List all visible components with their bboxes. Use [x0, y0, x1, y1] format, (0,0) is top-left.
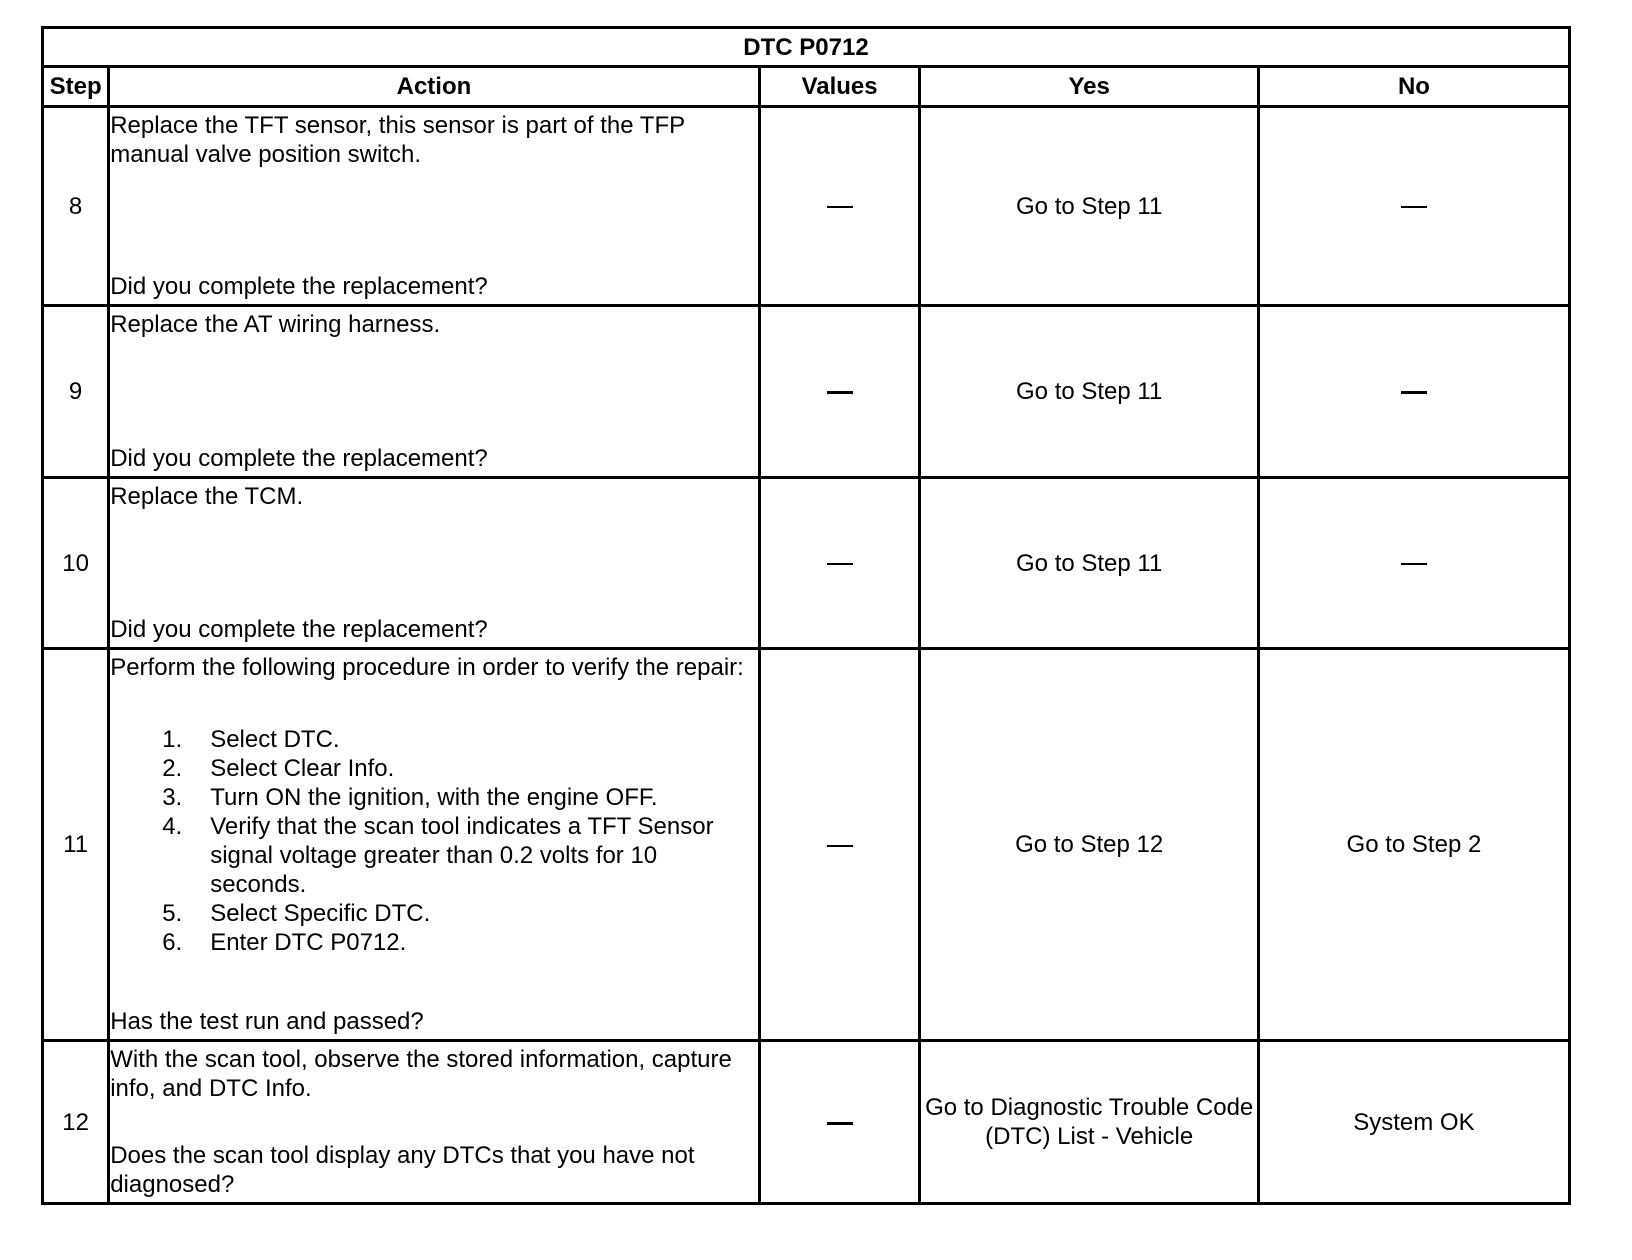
header-yes: Yes [920, 67, 1258, 107]
action-text: Replace the TFT sensor, this sensor is part of the TFP manual valve position switch. [110, 112, 685, 168]
action-question: Did you complete the replacement? [110, 445, 488, 472]
title-row [43, 28, 1570, 67]
table-title: DTC P0712 [43, 28, 1570, 67]
step-number: 9 [43, 306, 109, 478]
dash-icon [827, 391, 853, 394]
header-step: Step [43, 67, 109, 107]
procedure-item: 5. Select Specific DTC. [162, 900, 431, 927]
no-cell: System OK [1258, 1041, 1569, 1204]
action-text: Perform the following procedure in order to verify the repair: [110, 654, 744, 681]
header-values: Values [759, 67, 920, 107]
no-cell [1258, 306, 1569, 478]
header-action: Action [109, 67, 760, 107]
values-cell [759, 1041, 920, 1204]
step-number: 10 [43, 478, 109, 649]
action-text: With the scan tool, observe the stored information, capture info, and DTC Info. [110, 1046, 732, 1102]
yes-cell: Go to Step 11 [920, 107, 1258, 306]
no-cell: Go to Step 2 [1258, 649, 1569, 1041]
procedure-item: 2. Select Clear Info. [162, 755, 395, 782]
dash-icon [827, 563, 853, 565]
header-no: No [1258, 67, 1569, 107]
table-row [43, 478, 1570, 649]
yes-cell: Go to Step 11 [920, 478, 1258, 649]
procedure-item: 6. Enter DTC P0712. [162, 929, 407, 956]
no-cell [1258, 107, 1569, 306]
values-cell [759, 649, 920, 1041]
action-question: Has the test run and passed? [110, 1008, 424, 1035]
header-row [43, 67, 1570, 107]
procedure-list [110, 725, 758, 957]
dtc-table [41, 26, 1571, 1205]
table-row [43, 107, 1570, 306]
step-number: 11 [43, 649, 109, 1041]
values-cell [759, 107, 920, 306]
no-cell [1258, 478, 1569, 649]
yes-cell: Go to Diagnostic Trouble Code (DTC) List - Vehicle [920, 1041, 1258, 1204]
dash-icon [1401, 563, 1427, 565]
table-row [43, 306, 1570, 478]
action-cell [109, 306, 760, 478]
step-number: 12 [43, 1041, 109, 1204]
action-text: Replace the TCM. [110, 483, 304, 510]
action-question: Does the scan tool display any DTCs that you have not diagnosed? [110, 1142, 695, 1198]
dash-icon [1401, 391, 1427, 394]
dash-icon [827, 206, 853, 208]
action-question: Did you complete the replacement? [110, 273, 488, 300]
yes-cell: Go to Step 11 [920, 306, 1258, 478]
dash-icon [827, 1122, 853, 1125]
action-cell [109, 649, 760, 1041]
step-number: 8 [43, 107, 109, 306]
procedure-item: 1. Select DTC. [162, 726, 340, 753]
action-cell [109, 1041, 760, 1204]
action-cell [109, 107, 760, 306]
action-text: Replace the AT wiring harness. [110, 311, 441, 338]
procedure-item: 3. Turn ON the ignition, with the engine OFF. [162, 784, 658, 811]
dash-icon [1401, 206, 1427, 208]
table-row [43, 1041, 1570, 1204]
action-cell [109, 478, 760, 649]
action-question: Did you complete the replacement? [110, 616, 488, 643]
dash-icon [827, 845, 853, 847]
values-cell [759, 306, 920, 478]
procedure-item: 4. Verify that the scan tool indicates a TFT Sensor signal voltage greater than 0.2 volts for 10 seconds. [162, 813, 714, 898]
values-cell [759, 478, 920, 649]
yes-cell: Go to Step 12 [920, 649, 1258, 1041]
table-row [43, 649, 1570, 1041]
